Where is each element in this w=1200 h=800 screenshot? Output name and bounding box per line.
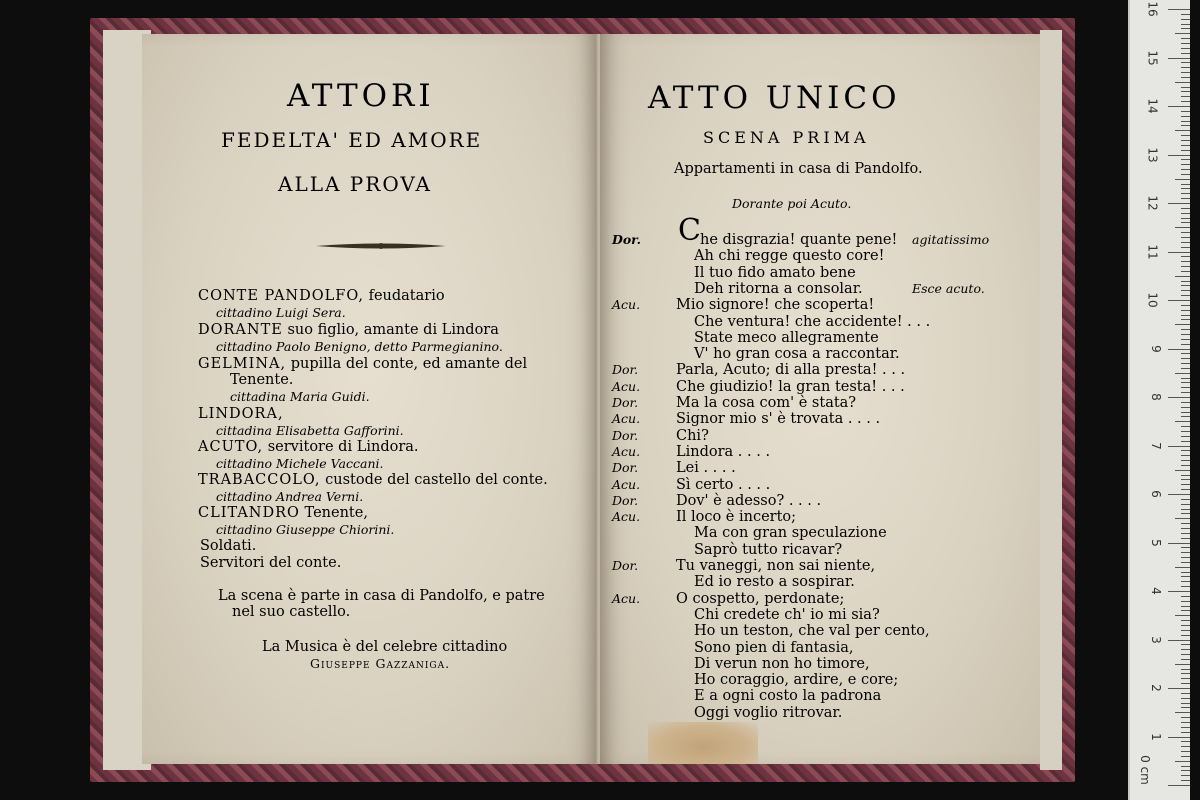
ruler-tick xyxy=(1181,353,1190,354)
ruler-tick xyxy=(1181,368,1190,369)
cast-actor: cittadina Maria Guidi. xyxy=(230,389,370,404)
ruler-tick xyxy=(1175,664,1190,665)
cast-entry xyxy=(198,472,548,488)
ruler-tick xyxy=(1181,222,1190,223)
dialogue-line: Sì certo . . . . xyxy=(676,476,771,493)
ruler-tick xyxy=(1181,387,1190,388)
cast-role: Tenente, xyxy=(304,505,368,521)
ruler-tick xyxy=(1175,276,1190,277)
speaker-label: Dor. xyxy=(612,427,639,443)
ruler-number: 6 xyxy=(1149,490,1164,498)
ruler-tick xyxy=(1175,82,1190,83)
dialogue-line: Ed io resto a sospirar. xyxy=(694,574,855,591)
scene-setting: Appartamenti in casa di Pandolfo. xyxy=(674,161,923,177)
ruler-number: 3 xyxy=(1149,635,1164,644)
ruler-number: 5 xyxy=(1149,538,1164,547)
ruler-tick xyxy=(1175,373,1190,374)
ruler-tick xyxy=(1181,630,1190,631)
ruler-tick xyxy=(1181,431,1190,432)
ruler-tick xyxy=(1181,732,1190,733)
ruler-tick xyxy=(1181,91,1190,92)
speaker-label: Acu. xyxy=(612,509,641,525)
ruler-tick xyxy=(1181,780,1190,781)
dialogue-line: Ho coraggio, ardire, e core; xyxy=(694,672,899,689)
ruler-tick xyxy=(1175,470,1190,471)
stage-note: Esce acuto. xyxy=(912,280,985,296)
ruler-tick xyxy=(1181,96,1190,97)
ruler-tick xyxy=(1181,693,1190,694)
ruler-number: 13 xyxy=(1145,146,1160,163)
ruler-tick xyxy=(1181,72,1190,73)
ruler-tick xyxy=(1181,601,1190,602)
ruler-tick xyxy=(1181,53,1190,54)
ruler-tick xyxy=(1181,698,1190,699)
ruler-tick xyxy=(1168,155,1190,156)
ruler-number: 12 xyxy=(1145,195,1160,211)
ruler-tick xyxy=(1181,610,1190,611)
dialogue-line: Che giudizio! la gran testa! . . . xyxy=(676,378,905,395)
ruler-number: 16 xyxy=(1145,1,1160,17)
ruler-tick xyxy=(1181,256,1190,257)
ruler-tick xyxy=(1175,130,1190,131)
ruler-tick xyxy=(1181,707,1190,708)
ruler-number: 10 xyxy=(1145,292,1160,308)
ruler-tick xyxy=(1181,392,1190,393)
ruler-tick xyxy=(1181,310,1190,311)
dialogue-line: Lei . . . . xyxy=(676,460,736,477)
ruler-tick xyxy=(1181,669,1190,670)
speaker-label: Dor. xyxy=(612,492,639,508)
ruler-tick xyxy=(1181,620,1190,621)
ruler-tick xyxy=(1181,334,1190,335)
ruler-tick xyxy=(1181,766,1190,767)
ruler-tick xyxy=(1181,378,1190,379)
ruler-tick xyxy=(1181,484,1190,485)
ruler-tick xyxy=(1181,416,1190,417)
ruler-tick xyxy=(1168,58,1190,59)
speaker-label: Acu. xyxy=(612,411,641,427)
ruler-tick xyxy=(1181,727,1190,728)
ruler-tick xyxy=(1181,625,1190,626)
ruler-unit: 0 cm xyxy=(1138,755,1153,785)
speaker-label: Acu. xyxy=(612,443,641,459)
ruler-tick xyxy=(1181,67,1190,68)
cast-entry xyxy=(198,288,445,304)
dialogue-line: Lindora . . . . xyxy=(676,443,771,460)
ruler-tick xyxy=(1181,358,1190,359)
dialogue-line: Tu vaneggi, non sai niente, xyxy=(676,558,876,574)
ruler-tick xyxy=(1181,28,1190,29)
speaker-label: Dor. xyxy=(612,232,641,247)
ruler-number: 1 xyxy=(1149,732,1164,741)
ruler-tick xyxy=(1175,712,1190,713)
dialogue-line: Ho un teston, che val per cento, xyxy=(694,623,930,640)
ruler-tick xyxy=(1181,48,1190,49)
ruler-tick xyxy=(1181,14,1190,15)
speaker-label: Dor. xyxy=(612,558,639,573)
ruler-tick xyxy=(1181,218,1190,219)
ruler-tick xyxy=(1181,145,1190,146)
paper-stain xyxy=(648,722,758,764)
cast-entry xyxy=(198,356,527,372)
ruler-tick xyxy=(1181,547,1190,548)
ruler-tick xyxy=(1181,87,1190,88)
ruler-tick xyxy=(1175,518,1190,519)
dialogue-line: Dov' è adesso? . . . . xyxy=(676,492,822,509)
ruler-tick xyxy=(1181,208,1190,209)
ruler-tick xyxy=(1181,329,1190,330)
ruler-tick xyxy=(1181,382,1190,383)
ruler-tick xyxy=(1181,533,1190,534)
ruler-tick xyxy=(1181,319,1190,320)
ruler-number: 14 xyxy=(1145,98,1160,114)
ruler-tick xyxy=(1181,150,1190,151)
ruler-tick xyxy=(1181,581,1190,582)
ruler-tick xyxy=(1168,688,1190,689)
dialogue-line: Ma la cosa com' è stata? xyxy=(676,395,857,411)
ruler-tick xyxy=(1181,315,1190,316)
ruler-tick xyxy=(1181,295,1190,296)
ruler-tick xyxy=(1181,407,1190,408)
dialogue-line: O cospetto, perdonate; xyxy=(676,590,845,607)
cast-role: suo figlio, amante di Lindora xyxy=(287,322,499,338)
ruler-tick xyxy=(1181,339,1190,340)
ruler-tick xyxy=(1181,586,1190,587)
ruler-tick xyxy=(1181,232,1190,233)
ruler-tick xyxy=(1181,271,1190,272)
speaker-label: Acu. xyxy=(612,476,641,492)
cast-role: servitore di Lindora. xyxy=(267,439,419,455)
ruler-tick xyxy=(1181,77,1190,78)
ruler-tick xyxy=(1181,465,1190,466)
ruler-tick xyxy=(1181,412,1190,413)
dialogue-line: Che ventura! che accidente! . . . xyxy=(694,313,931,330)
speaker-label: Acu. xyxy=(612,590,641,606)
ruler-tick xyxy=(1181,281,1190,282)
ruler-tick xyxy=(1181,538,1190,539)
right-title: ATTO UNICO xyxy=(648,80,901,116)
ruler-tick xyxy=(1168,543,1190,544)
scene-note-1: La scena è parte in casa di Pandolfo, e patre xyxy=(218,588,545,604)
ruler-tick xyxy=(1168,252,1190,253)
ruler-number: 2 xyxy=(1149,684,1164,692)
ruler-tick xyxy=(1181,606,1190,607)
cast-name: CONTE PANDOLFO, xyxy=(198,288,364,304)
cast-actor: cittadino Michele Vaccani. xyxy=(216,456,384,471)
ruler-tick xyxy=(1181,169,1190,170)
ruler-tick xyxy=(1168,106,1190,107)
ruler-tick xyxy=(1181,770,1190,771)
dialogue-line: E a ogni costo la padrona xyxy=(694,688,882,705)
ruler-tick xyxy=(1181,363,1190,364)
dialogue-line: Saprò tutto ricavar? xyxy=(694,541,843,558)
ruler-tick xyxy=(1168,397,1190,398)
cast-entry xyxy=(198,505,368,521)
left-subtitle-2: ALLA PROVA xyxy=(278,172,432,196)
ruler-tick xyxy=(1181,504,1190,505)
ruler-tick xyxy=(1168,446,1190,447)
ruler-tick xyxy=(1181,552,1190,553)
ruler-tick xyxy=(1181,261,1190,262)
ruler-tick xyxy=(1181,436,1190,437)
ruler-tick xyxy=(1181,746,1190,747)
dialogue-line: Sono pien di fantasia, xyxy=(694,639,854,656)
ruler-tick xyxy=(1175,615,1190,616)
ruler-tick xyxy=(1181,116,1190,117)
ruler-tick xyxy=(1181,62,1190,63)
ruler-tick xyxy=(1168,737,1190,738)
ruler-tick xyxy=(1181,140,1190,141)
ruler-tick xyxy=(1181,135,1190,136)
ruler-tick xyxy=(1181,562,1190,563)
cast-name: CLITANDRO xyxy=(198,505,300,521)
ruler-tick xyxy=(1181,557,1190,558)
ruler-tick xyxy=(1181,635,1190,636)
dialogue-line: V' ho gran cosa a raccontar. xyxy=(694,346,900,363)
ruler-tick xyxy=(1181,654,1190,655)
scene-heading: SCENA PRIMA xyxy=(703,128,870,147)
speaker-label: Dor. xyxy=(612,395,639,410)
ruler-tick xyxy=(1181,499,1190,500)
ruler-tick xyxy=(1181,644,1190,645)
ruler-tick xyxy=(1181,703,1190,704)
ruler-tick xyxy=(1181,751,1190,752)
cast-name: TRABACCOLO, xyxy=(198,472,321,488)
cast-name: DORANTE xyxy=(198,322,283,338)
measuring-ruler xyxy=(1128,0,1190,800)
cast-role-cont: Tenente. xyxy=(230,372,294,388)
ruler-tick xyxy=(1181,523,1190,524)
ruler-tick xyxy=(1168,591,1190,592)
ruler-tick xyxy=(1181,528,1190,529)
cast-actor: cittadina Elisabetta Gafforini. xyxy=(216,423,404,438)
ruler-tick xyxy=(1175,567,1190,568)
cast-name: LINDORA, xyxy=(198,406,284,422)
ruler-tick xyxy=(1181,426,1190,427)
ruler-tick xyxy=(1181,441,1190,442)
ruler-tick xyxy=(1181,513,1190,514)
ruler-tick xyxy=(1181,198,1190,199)
ornament-rule xyxy=(316,242,446,250)
ruler-tick xyxy=(1168,9,1190,10)
ruler-tick xyxy=(1175,33,1190,34)
dialogue-line: Il tuo fido amato bene xyxy=(694,264,856,281)
dialogue-line: Parla, Acuto; di alla presta! . . . xyxy=(676,362,906,379)
ruler-tick xyxy=(1168,203,1190,204)
ruler-tick xyxy=(1181,193,1190,194)
ruler-tick xyxy=(1181,174,1190,175)
speaker-label: Dor. xyxy=(612,362,639,378)
ruler-tick xyxy=(1181,649,1190,650)
cast-name: ACUTO, xyxy=(198,439,264,455)
drop-cap: C xyxy=(678,213,701,248)
ruler-tick xyxy=(1181,19,1190,20)
ruler-tick xyxy=(1181,213,1190,214)
cast-role: custode del castello del conte. xyxy=(325,472,548,488)
ruler-tick xyxy=(1181,576,1190,577)
ruler-number: 4 xyxy=(1149,587,1164,595)
ruler-number: 15 xyxy=(1145,49,1160,66)
ruler-tick xyxy=(1175,421,1190,422)
extra-servants: Servitori del conte. xyxy=(200,555,342,571)
ruler-tick xyxy=(1181,164,1190,165)
ruler-tick xyxy=(1181,479,1190,480)
ruler-number: 8 xyxy=(1149,393,1164,401)
dialogue-line: Deh ritorna a consolar. xyxy=(694,280,863,297)
left-subtitle-1: FEDELTA' ED AMORE xyxy=(221,128,483,152)
ruler-tick xyxy=(1181,722,1190,723)
ruler-number: 11 xyxy=(1145,243,1160,260)
ruler-tick xyxy=(1181,101,1190,102)
ruler-tick xyxy=(1181,242,1190,243)
ruler-tick xyxy=(1175,761,1190,762)
ruler-number: 7 xyxy=(1149,441,1164,450)
cast-actor: cittadino Luigi Sera. xyxy=(216,305,346,320)
cast-entry xyxy=(198,406,284,422)
ruler-tick xyxy=(1181,344,1190,345)
ruler-tick xyxy=(1175,324,1190,325)
scene-note-2: nel suo castello. xyxy=(232,604,351,620)
ruler-tick xyxy=(1181,596,1190,597)
ruler-tick xyxy=(1181,455,1190,456)
dialogue-line: Mio signore! che scoperta! xyxy=(676,297,875,314)
speaker-label: Dor. xyxy=(612,460,639,476)
ruler-tick xyxy=(1181,572,1190,573)
ruler-tick xyxy=(1181,756,1190,757)
speaker-label: Acu. xyxy=(612,297,641,313)
ruler-tick xyxy=(1181,184,1190,185)
ruler-tick xyxy=(1168,640,1190,641)
ruler-tick xyxy=(1181,460,1190,461)
ruler-tick xyxy=(1168,349,1190,350)
ruler-tick xyxy=(1181,111,1190,112)
ruler-tick xyxy=(1181,673,1190,674)
stage-direction: Dorante poi Acuto. xyxy=(732,196,852,211)
ruler-tick xyxy=(1181,290,1190,291)
left-title: ATTORI xyxy=(287,78,435,114)
dialogue-line: Ma con gran speculazione xyxy=(694,525,887,542)
ruler-tick xyxy=(1181,266,1190,267)
extra-soldiers: Soldati. xyxy=(200,538,257,554)
ruler-tick xyxy=(1181,24,1190,25)
dialogue-line: Oggi voglio ritrovar. xyxy=(694,704,843,721)
dialogue-line: Il loco è incerto; xyxy=(676,509,797,526)
ruler-tick xyxy=(1181,121,1190,122)
ruler-tick xyxy=(1181,237,1190,238)
dialogue-line: Di verun non ho timore, xyxy=(694,655,870,672)
ruler-tick xyxy=(1181,38,1190,39)
right-endpaper xyxy=(1040,30,1062,770)
ruler-tick xyxy=(1181,305,1190,306)
cast-name: GELMINA, xyxy=(198,356,287,372)
dialogue-line: State meco allegramente xyxy=(694,329,879,346)
ruler-tick xyxy=(1181,285,1190,286)
ruler-tick xyxy=(1181,509,1190,510)
ruler-tick xyxy=(1175,179,1190,180)
ruler-tick xyxy=(1168,494,1190,495)
ruler-tick xyxy=(1181,475,1190,476)
dialogue-line: Ah chi regge questo core! xyxy=(694,248,885,265)
cast-actor: cittadino Giuseppe Chiorini. xyxy=(216,522,395,537)
ruler-tick xyxy=(1175,227,1190,228)
ruler-tick xyxy=(1181,683,1190,684)
ruler-tick xyxy=(1181,775,1190,776)
music-note: La Musica è del celebre cittadino xyxy=(262,639,508,655)
ruler-tick xyxy=(1181,678,1190,679)
ruler-tick xyxy=(1181,247,1190,248)
ruler-tick xyxy=(1181,125,1190,126)
ruler-tick xyxy=(1181,188,1190,189)
ruler-tick xyxy=(1181,159,1190,160)
cast-role: pupilla del conte, ed amante del xyxy=(290,356,528,372)
ruler-tick xyxy=(1168,300,1190,301)
ruler-tick xyxy=(1181,659,1190,660)
ruler-tick xyxy=(1181,402,1190,403)
ruler-tick xyxy=(1181,43,1190,44)
ruler-number: 9 xyxy=(1149,344,1164,353)
ruler-tick xyxy=(1168,785,1190,786)
dialogue-line: Chi? xyxy=(676,427,709,444)
ruler-tick xyxy=(1181,741,1190,742)
ruler-tick xyxy=(1181,489,1190,490)
cast-actor: cittadino Paolo Benigno, detto Parmegianino. xyxy=(216,339,503,354)
dialogue-line: Signor mio s' è trovata . . . . xyxy=(676,411,881,428)
ruler-tick xyxy=(1181,717,1190,718)
speaker-label: Acu. xyxy=(612,378,641,394)
dialogue-line: Chi credete ch' io mi sia? xyxy=(694,606,880,623)
dialogue-line: he disgrazia! quante pene! xyxy=(700,232,898,248)
stage-note: agitatissimo xyxy=(912,232,990,247)
ruler-tick xyxy=(1181,450,1190,451)
composer-name: Giuseppe Gazzaniga. xyxy=(310,656,451,671)
cast-entry xyxy=(198,322,499,338)
cast-entry xyxy=(198,439,419,455)
cast-actor: cittadino Andrea Verni. xyxy=(216,489,364,504)
cast-role: feudatario xyxy=(368,288,445,304)
